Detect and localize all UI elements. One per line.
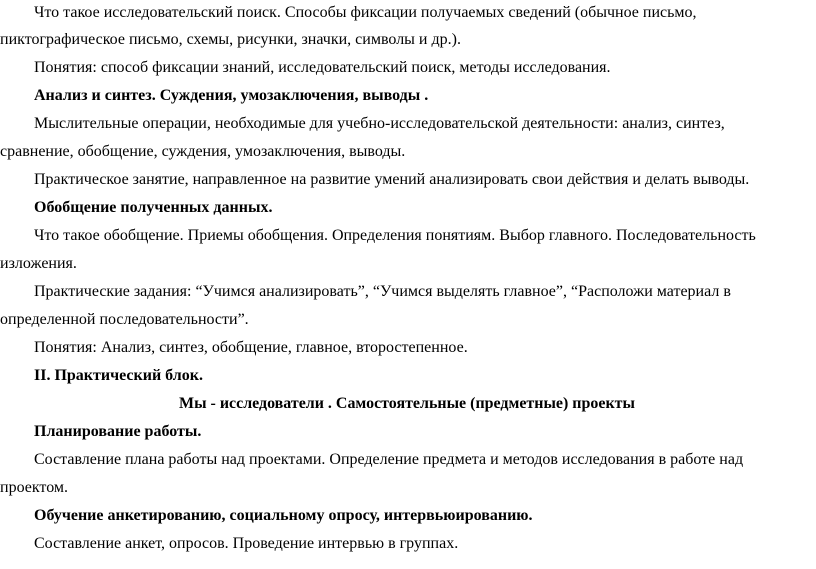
paragraph-practical-lesson: Практическое занятие, направленное на развитие умений анализировать свои действия и делать выводы. — [34, 171, 750, 188]
heading-survey-training: Обучение анкетированию, социальному опросу, интервьюированию. — [34, 507, 533, 524]
heading-we-are-researchers: Мы - исследователи . Самостоятельные (предметные) проекты — [179, 395, 635, 412]
paragraph-research-search-line-1: Что такое исследовательский поиск. Способы фиксации получаемых сведений (обычное письмо, — [34, 4, 697, 21]
paragraph-generalization-line-2: изложения. — [0, 255, 77, 272]
paragraph-generalization-line-1: Что такое обобщение. Приемы обобщения. Определения понятиям. Выбор главного. Последовательность — [34, 227, 756, 244]
heading-analysis-synthesis: Анализ и синтез. Суждения, умозаключения, выводы . — [34, 87, 429, 104]
paragraph-mental-operations-line-1: Мыслительные операции, необходимые для учебно-исследовательской деятельности: анализ, синтез, — [34, 115, 725, 132]
paragraph-practical-tasks-line-1: Практические задания: “Учимся анализировать”, “Учимся выделять главное”, “Расположи материал в — [34, 283, 731, 300]
paragraph-concepts-1: Понятия: способ фиксации знаний, исследовательский поиск, методы исследования. — [34, 59, 611, 76]
paragraph-project-plan-line-1: Составление плана работы над проектами. Определение предмета и методов исследования в работе над — [34, 451, 744, 468]
heading-generalization: Обобщение полученных данных. — [34, 199, 273, 216]
paragraph-mental-operations-line-2: сравнение, обобщение, суждения, умозаключения, выводы. — [0, 143, 406, 160]
heading-work-planning: Планирование работы. — [34, 423, 202, 440]
paragraph-practical-tasks-line-2: определенной последовательности”. — [0, 311, 249, 328]
paragraph-concepts-2: Понятия: Анализ, синтез, обобщение, главное, второстепенное. — [34, 339, 468, 356]
heading-practical-block: II. Практический блок. — [34, 367, 203, 384]
paragraph-research-search-line-2: пиктографическое письмо, схемы, рисунки, значки, символы и др.). — [0, 31, 461, 48]
paragraph-project-plan-line-2: проектом. — [0, 479, 69, 496]
paragraph-questionnaires: Составление анкет, опросов. Проведение интервью в группах. — [34, 535, 459, 552]
